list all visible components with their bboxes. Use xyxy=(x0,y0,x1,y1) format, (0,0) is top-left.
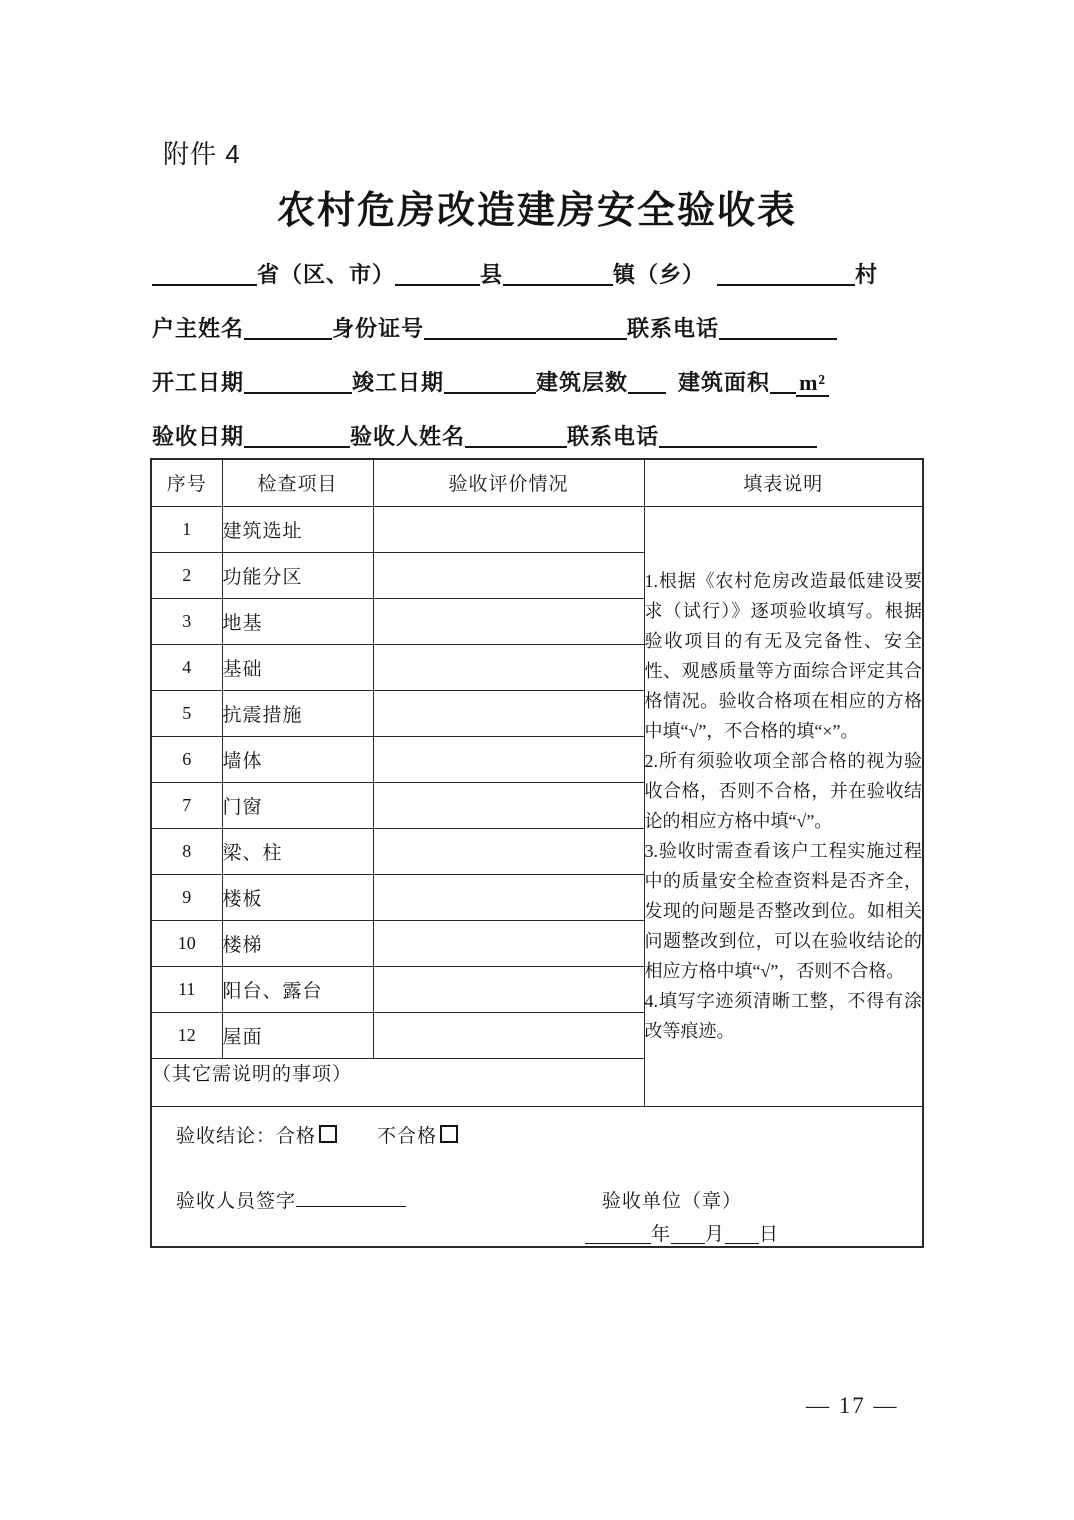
county-blank-field xyxy=(395,284,480,286)
owner-line xyxy=(152,312,837,343)
pass-label: 合格 xyxy=(276,1125,317,1147)
acceptance-phone-blank-field xyxy=(659,446,817,448)
province-blank-field xyxy=(152,284,257,286)
page-title: 农村危房改造建房安全验收表 xyxy=(276,190,797,232)
note-paragraph: 2.所有须验收项全部合格的视为验收合格，否则不合格，并在验收结论的相应方格中填“√”。 xyxy=(644,751,922,831)
owner-name-label: 户主姓名 xyxy=(152,316,245,341)
evaluation-cell xyxy=(373,598,644,644)
row-number: 7 xyxy=(151,782,222,828)
acceptance-date-blank-field xyxy=(244,446,350,448)
row-number: 10 xyxy=(151,920,222,966)
year-label: 年 xyxy=(651,1223,672,1245)
evaluation-cell xyxy=(373,506,644,552)
evaluation-cell xyxy=(373,552,644,598)
row-number: 6 xyxy=(151,736,222,782)
col-header-no: 序号 xyxy=(151,459,222,506)
village-label: 村 xyxy=(855,262,879,287)
town-blank-field xyxy=(503,284,613,286)
date-line xyxy=(585,1219,922,1246)
region-line xyxy=(152,258,878,289)
conclusion-label: 验收结论： xyxy=(176,1125,277,1147)
evaluation-cell xyxy=(373,690,644,736)
row-number: 9 xyxy=(151,874,222,920)
col-header-notes: 填表说明 xyxy=(644,459,923,506)
row-number: 12 xyxy=(151,1012,222,1058)
item-name: 墙体 xyxy=(222,736,373,782)
fail-checkbox xyxy=(440,1125,458,1143)
owner-phone-blank-field xyxy=(719,338,837,340)
item-name: 阳台、露台 xyxy=(222,966,373,1012)
inspector-signature-label: 验收人员签字 xyxy=(176,1190,297,1212)
area-label: 建筑面积 xyxy=(678,370,771,395)
day-blank-field xyxy=(725,1243,759,1244)
construction-line xyxy=(152,366,829,397)
signature-line xyxy=(176,1186,922,1213)
area-unit-label: m² xyxy=(796,370,829,397)
notes-cell xyxy=(644,506,923,1106)
start-date-blank-field xyxy=(244,392,352,394)
row-number: 3 xyxy=(151,598,222,644)
item-name: 梁、柱 xyxy=(222,828,373,874)
inspector-name-blank-field xyxy=(465,446,567,448)
table-header-row xyxy=(151,459,923,506)
item-name: 基础 xyxy=(222,644,373,690)
province-label: 省（区、市） xyxy=(257,262,396,287)
floors-label: 建筑层数 xyxy=(536,370,629,395)
pass-checkbox xyxy=(319,1125,337,1143)
row-number: 8 xyxy=(151,828,222,874)
acceptance-date-label: 验收日期 xyxy=(152,424,245,449)
finish-date-label: 竣工日期 xyxy=(352,370,445,395)
year-blank-field xyxy=(585,1243,651,1244)
unit-seal-label: 验收单位（章） xyxy=(602,1190,743,1212)
item-name: 楼梯 xyxy=(222,920,373,966)
month-blank-field xyxy=(671,1243,705,1244)
evaluation-cell xyxy=(373,1012,644,1058)
town-label: 镇（乡） xyxy=(613,262,706,287)
signature-blank-field xyxy=(296,1206,406,1207)
evaluation-cell xyxy=(373,920,644,966)
conclusion-cell xyxy=(151,1106,923,1247)
day-label: 日 xyxy=(759,1223,780,1245)
item-name: 建筑选址 xyxy=(222,506,373,552)
item-name: 楼板 xyxy=(222,874,373,920)
id-number-label: 身份证号 xyxy=(332,316,425,341)
page-number: — 17 — xyxy=(806,1393,899,1418)
item-name: 功能分区 xyxy=(222,552,373,598)
conclusion-line xyxy=(176,1121,922,1148)
row-number: 2 xyxy=(151,552,222,598)
item-name: 门窗 xyxy=(222,782,373,828)
col-header-item: 检查项目 xyxy=(222,459,373,506)
evaluation-cell xyxy=(373,874,644,920)
col-header-evaluation: 验收评价情况 xyxy=(373,459,644,506)
note-paragraph: 4.填写字迹须清晰工整，不得有涂改等痕迹。 xyxy=(644,991,922,1041)
row-number: 1 xyxy=(151,506,222,552)
area-blank-field xyxy=(770,392,796,394)
item-name: 屋面 xyxy=(222,1012,373,1058)
finish-date-blank-field xyxy=(444,392,536,394)
county-label: 县 xyxy=(480,262,504,287)
owner-name-blank-field xyxy=(244,338,332,340)
month-label: 月 xyxy=(705,1223,726,1245)
id-number-blank-field xyxy=(424,338,627,340)
table-row xyxy=(151,506,923,552)
item-name: 地基 xyxy=(222,598,373,644)
evaluation-cell xyxy=(373,966,644,1012)
owner-phone-label: 联系电话 xyxy=(627,316,720,341)
acceptance-phone-label: 联系电话 xyxy=(567,424,660,449)
start-date-label: 开工日期 xyxy=(152,370,245,395)
row-number: 4 xyxy=(151,644,222,690)
evaluation-cell xyxy=(373,782,644,828)
fail-label: 不合格 xyxy=(377,1125,438,1147)
row-number: 5 xyxy=(151,690,222,736)
conclusion-row xyxy=(151,1106,923,1247)
evaluation-cell xyxy=(373,828,644,874)
acceptance-table xyxy=(150,458,924,1248)
item-name: 抗震措施 xyxy=(222,690,373,736)
note-paragraph: 1.根据《农村危房改造最低建设要求（试行）》逐项验收填写。根据验收项目的有无及完备性、安全性、观感质量等方面综合评定其合格情况。验收合格项在相应的方格中填“√”，不合格的填“×”。 xyxy=(644,571,922,741)
row-number: 11 xyxy=(151,966,222,1012)
floors-blank-field xyxy=(628,392,666,394)
attachment-label: 附件 4 xyxy=(163,139,241,169)
evaluation-cell xyxy=(373,644,644,690)
acceptance-line xyxy=(152,420,817,451)
village-blank-field xyxy=(717,284,855,286)
evaluation-cell xyxy=(373,736,644,782)
note-paragraph: 3.验收时需查看该户工程实施过程中的质量安全检查资料是否齐全，发现的问题是否整改到位。如相关问题整改到位，可以在验收结论的相应方格中填“√”，否则不合格。 xyxy=(644,841,922,981)
other-items-note: （其它需说明的事项） xyxy=(151,1058,644,1106)
inspector-name-label: 验收人姓名 xyxy=(350,424,466,449)
